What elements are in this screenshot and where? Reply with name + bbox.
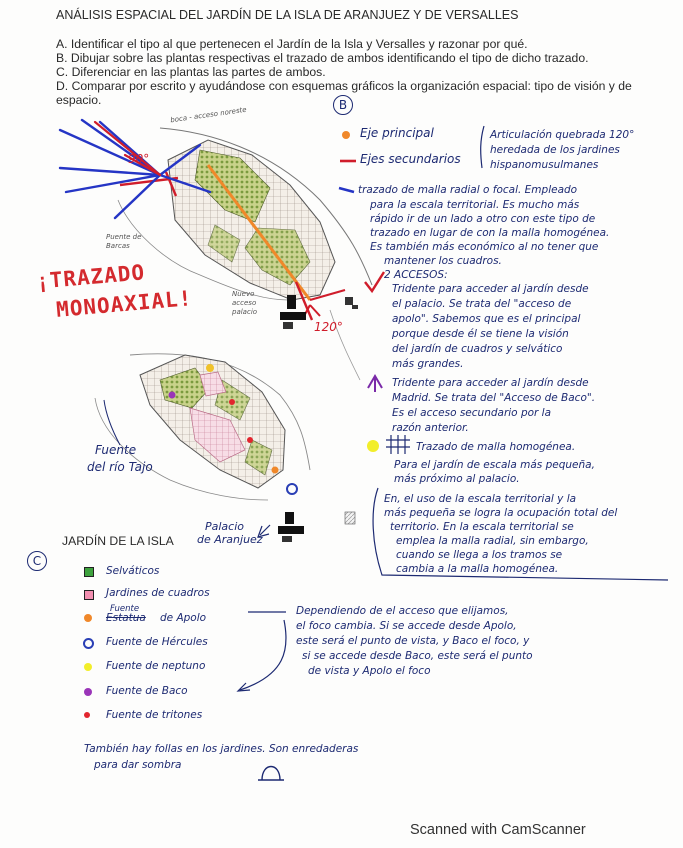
malla-homogenea-line3: más próximo al palacio.	[394, 473, 520, 485]
task-a: A. Identificar el tipo al que pertenecen el Jardín de la Isla y Versalles y razonar por qué.	[56, 37, 528, 51]
angle-90-label: 90°	[128, 152, 150, 166]
malla-radial-line2: para la escala territorial. Es mucho más	[370, 199, 580, 211]
scanner-watermark: Scanned with CamScanner	[410, 822, 586, 838]
articulacion-line2: heredada de los jardines	[490, 144, 620, 156]
legend-dot-baco	[84, 688, 92, 696]
legend-swatch-selvaticos	[84, 567, 94, 577]
legend-label-apolo: de Apolo	[160, 612, 207, 624]
palacio-label-1: Palacio	[205, 520, 245, 533]
legend-label-baco: Fuente de Baco	[106, 685, 188, 697]
malla-radial-line5: Es también más económico al no tener que	[370, 241, 599, 253]
tridente-baco-line2: Madrid. Se trata del "Acceso de Baco".	[392, 392, 596, 404]
articulacion-line1: Articulación quebrada 120°	[490, 129, 635, 141]
puente-label: Puente de Barcas	[106, 233, 142, 250]
accesos-title: 2 ACCESOS:	[384, 269, 448, 281]
angle-120-label: 120°	[314, 320, 343, 334]
conclusion-line6: cambia a la malla homogénea.	[396, 563, 559, 575]
tridente-baco-line3: Es el acceso secundario por la	[392, 407, 552, 419]
section-c-marker: C	[27, 551, 47, 571]
articulacion-line3: hispanomusulmanes	[490, 159, 599, 171]
tambien-line2: para dar sombra	[94, 759, 182, 771]
fuente-rio-label-1: Fuente	[95, 443, 137, 457]
legend-label-apolo-above: Fuente	[110, 604, 140, 614]
legend-dot-neptuno	[84, 663, 92, 671]
tambien-line1: También hay follas en los jardines. Son enredaderas	[84, 743, 359, 755]
ejes-secundarios-label: Ejes secundarios	[360, 152, 461, 166]
task-d: D. Comparar por escrito y ayudándose con esquemas gráficos la organización espacial: tipo de visión y de	[56, 79, 632, 93]
conclusion-line1: En, el uso de la escala territorial y la	[384, 493, 577, 505]
dependiendo-line3: este será el punto de vista, y Baco el foco, y	[296, 635, 530, 647]
malla-radial-line3: rápido ir de un lado a otro con este tipo de	[370, 213, 596, 225]
malla-radial-line4: trazado en lugar de con la malla homogénea.	[370, 227, 610, 239]
eje-principal-label: Eje principal	[360, 126, 434, 140]
tridente-apolo-line2: el palacio. Se trata del "acceso de	[392, 298, 572, 310]
legend-label-hercules: Fuente de Hércules	[106, 636, 208, 648]
task-b: B. Dibujar sobre las plantas respectivas el trazado de ambos identificando el tipo de dicho trazado.	[56, 51, 589, 65]
malla-homogenea-line2: Para el jardín de escala más pequeña,	[394, 459, 595, 471]
monoaxial-title-line2: MONOAXIAL!	[55, 286, 194, 322]
dependiendo-line2: el foco cambia. Si se accede desde Apolo,	[296, 620, 517, 632]
conclusion-line2: más pequeña se logra la ocupación total del	[384, 507, 618, 519]
dependiendo-line4: si se accede desde Baco, este será el punto	[302, 650, 533, 662]
legend-label-tritones: Fuente de tritones	[106, 709, 203, 721]
monoaxial-title-line1: ¡TRAZADO	[35, 260, 146, 294]
dependiendo-line5: de vista y Apolo el foco	[308, 665, 431, 677]
fuente-rio-label-2: del río Tajo	[87, 460, 153, 474]
malla-radial-line6: mantener los cuadros.	[384, 255, 502, 267]
tridente-baco-line1: Tridente para acceder al jardín desde	[392, 377, 589, 389]
legend-dot-tritones	[84, 712, 90, 718]
task-d-cont: espacio.	[56, 93, 102, 107]
tridente-baco-line4: razón anterior.	[392, 422, 469, 434]
conclusion-line3: territorio. En la escala territorial se	[390, 521, 574, 533]
malla-radial-line1: trazado de malla radial o focal. Empleado	[358, 184, 578, 196]
legend-swatch-cuadros	[84, 590, 94, 600]
section-c-title: JARDÍN DE LA ISLA	[62, 534, 174, 548]
malla-homogenea-line1: Trazado de malla homogénea.	[416, 441, 576, 453]
conclusion-line5: cuando se llega a los tramos se	[396, 549, 563, 561]
tridente-apolo-line6: más grandes.	[392, 358, 464, 370]
legend-ring-hercules	[83, 638, 94, 649]
section-b-marker: B	[333, 95, 353, 115]
legend-label-neptuno: Fuente de neptuno	[106, 660, 206, 672]
tridente-apolo-line3: apolo". Sabemos que es el principal	[392, 313, 581, 325]
task-c: C. Diferenciar en las plantas las partes de ambos.	[56, 65, 326, 79]
nuevo-acceso-label: Nuevo acceso palacio	[232, 290, 258, 316]
conclusion-line4: emplea la malla radial, sin embargo,	[396, 535, 589, 547]
tridente-apolo-line1: Tridente para acceder al jardín desde	[392, 283, 589, 295]
page-title: ANÁLISIS ESPACIAL DEL JARDÍN DE LA ISLA DE ARANJUEZ Y DE VERSALLES	[56, 8, 519, 22]
boca-label: boca - acceso noreste	[169, 105, 248, 125]
legend-dot-apolo	[84, 614, 92, 622]
tridente-apolo-line5: del jardín de cuadros y selvático	[392, 343, 563, 355]
tridente-apolo-line4: porque desde él se tiene la visión	[392, 328, 569, 340]
dependiendo-line1: Dependiendo de el acceso que elijamos,	[296, 605, 509, 617]
palacio-label-2: de Aranjuez	[197, 533, 263, 546]
legend-label-selvaticos: Selváticos	[106, 565, 160, 577]
legend-label-cuadros: Jardines de cuadros	[106, 587, 210, 599]
legend-label-apolo-struck: Estatua	[106, 612, 146, 624]
